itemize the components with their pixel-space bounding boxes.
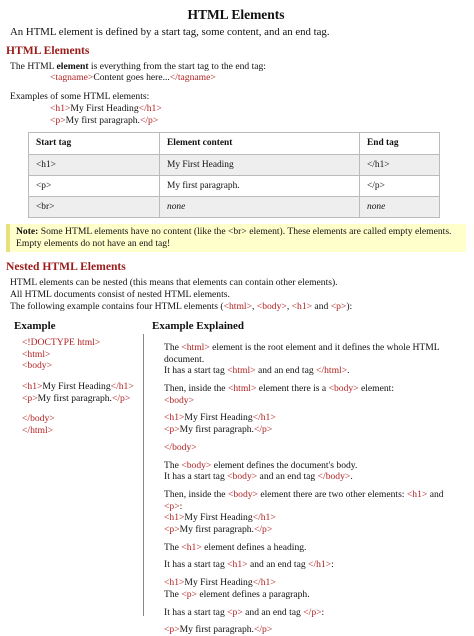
table-cell: My first paragraph.: [160, 176, 360, 197]
section-heading-nested: Nested HTML Elements: [6, 260, 126, 274]
definition-line: The HTML element is everything from the start tag to the end tag:: [10, 60, 266, 72]
elements-table: [28, 132, 440, 218]
nested-line-2: All HTML documents consist of nested HTML elements.: [10, 289, 230, 301]
section-heading-html-elements: HTML Elements: [6, 43, 90, 57]
table-cell: </h1>: [360, 155, 440, 176]
note-text: Some HTML elements have no content (like the <br> element). These elements are called empty elements. Empty elements do not have an end tag!: [16, 226, 452, 250]
note-label: Note:: [16, 226, 39, 238]
syntax-line: <tagname>Content goes here...</tagname>: [50, 72, 216, 84]
example-p-line: <p>My first paragraph.</p>: [50, 114, 159, 126]
example-column: [14, 320, 138, 437]
table-cell: <br>: [29, 197, 160, 218]
table-cell: My First Heading: [160, 155, 360, 176]
table-cell: none: [160, 197, 360, 218]
example-heading: Example: [14, 319, 56, 332]
note-box: [6, 224, 466, 252]
table-row: [29, 155, 440, 176]
column-divider: [143, 334, 144, 616]
explained-heading: Example Explained: [152, 319, 244, 332]
table-cell: </p>: [360, 176, 440, 197]
examples-label: Examples of some HTML elements:: [10, 91, 150, 103]
example-columns: [6, 319, 466, 636]
explained-body: The <html> element is the root element and it defines the whole HTML document. It has a start tag <html> and an end tag </html>. Then, inside the <html> element there is a <body> element: <body> <h1>My First Heading</h1> <p>My first paragraph.</p> </body> The <body> element defines the document's body. It has a start tag <body> and an end tag </body>. Then, inside the <body> element there are two other elements: <h1> and <p>: <h1>My First Heading</h1> <p>My first paragraph.</p> The <h1> element defines a heading. It has a start tag <h1> and an end tag </h1>: <h1>My First Heading</h1> The <p> element defines a paragraph. It has a start tag <p> and an end tag </p>: <p>My first paragraph.</p>: [164, 341, 444, 636]
example-code: <!DOCTYPE html> <html> <body> <h1>My First Heading</h1> <p>My first paragraph.</p> </body> </html>: [22, 336, 134, 437]
header-start-tag: Start tag: [29, 133, 160, 155]
header-element-content: Element content: [160, 133, 360, 155]
intro-text: An HTML element is defined by a start tag, some content, and an end tag.: [10, 26, 330, 39]
table-row: [29, 197, 440, 218]
table-header-row: [29, 133, 440, 155]
table-cell: none: [360, 197, 440, 218]
table-row: [29, 176, 440, 197]
table-cell: <p>: [29, 176, 160, 197]
nested-line-3: The following example contains four HTML elements (<html>, <body>, <h1> and <p>):: [10, 300, 353, 312]
example-h1-line: <h1>My First Heading</h1>: [50, 102, 162, 114]
nested-line-1: HTML elements can be nested (this means that elements can contain other elements).: [10, 277, 338, 289]
table-cell: <h1>: [29, 155, 160, 176]
page-title: HTML Elements: [187, 7, 285, 22]
header-end-tag: End tag: [360, 133, 440, 155]
explained-column: [152, 320, 462, 636]
